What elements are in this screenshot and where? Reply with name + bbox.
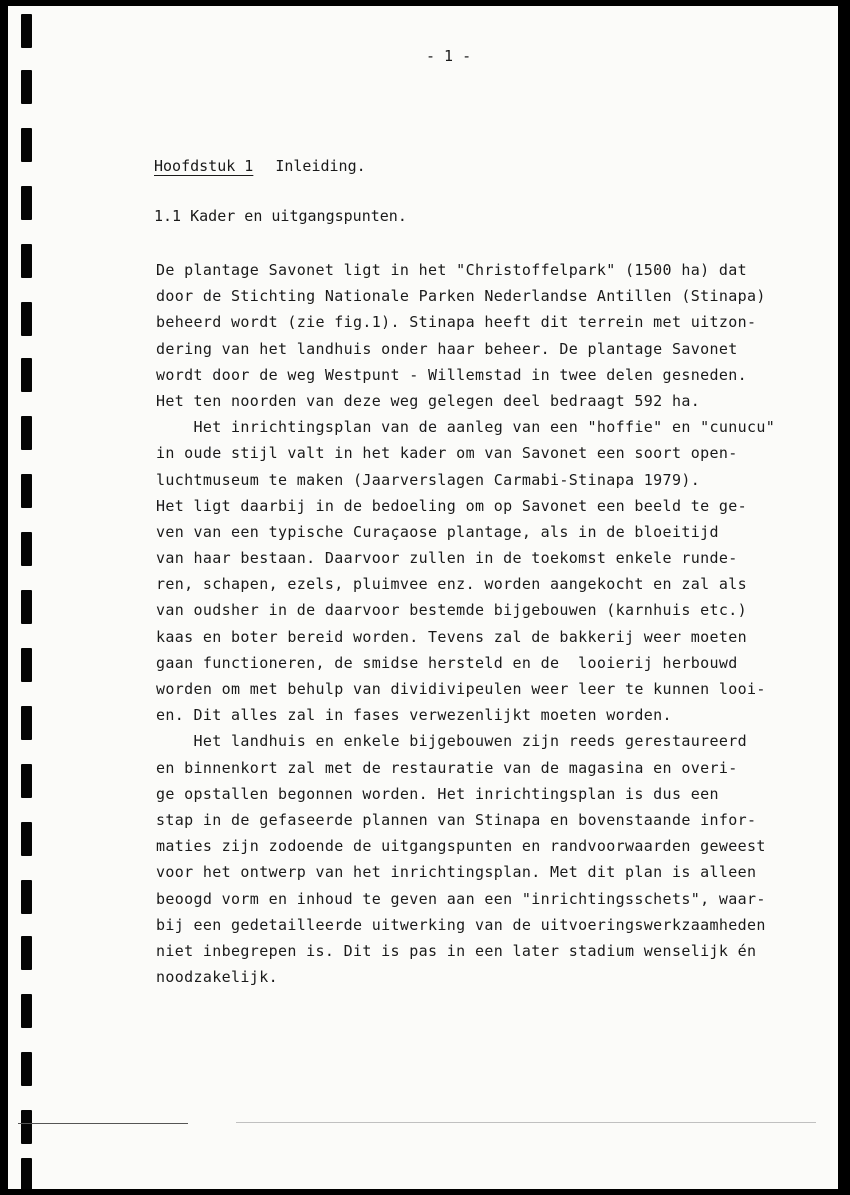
text-line: luchtmuseum te maken (Jaarverslagen Carmabi-Stinapa 1979). xyxy=(156,470,701,489)
chapter-heading xyxy=(154,157,366,175)
binding-hole xyxy=(21,14,32,48)
chapter-title: Inleiding. xyxy=(275,157,366,175)
text-line: bij een gedetailleerde uitwerking van de uitvoeringswerkzaamheden xyxy=(156,915,766,934)
bottom-rule-right xyxy=(236,1122,816,1123)
binding-hole xyxy=(21,244,32,278)
binding-hole xyxy=(21,648,32,682)
text-line: ge opstallen begonnen worden. Het inrichtingsplan is dus een xyxy=(156,784,719,803)
binding-hole xyxy=(21,302,32,336)
binding-hole xyxy=(21,590,32,624)
binding-hole xyxy=(21,764,32,798)
binding-hole xyxy=(21,358,32,392)
text-line: niet inbegrepen is. Dit is pas in een later stadium wenselijk én xyxy=(156,941,757,960)
text-line: stap in de gefaseerde plannen van Stinapa en bovenstaande infor- xyxy=(156,810,757,829)
text-line: in oude stijl valt in het kader om van Savonet een soort open- xyxy=(156,444,738,463)
body-text xyxy=(156,257,836,990)
text-line: voor het ontwerp van het inrichtingsplan. Met dit plan is alleen xyxy=(156,863,757,882)
binding-hole xyxy=(21,936,32,970)
text-line: noodzakelijk. xyxy=(156,968,278,987)
chapter-label: Hoofdstuk 1 xyxy=(154,157,254,175)
text-line: door de Stichting Nationale Parken Nederlandse Antillen (Stinapa) xyxy=(156,287,766,306)
text-line: worden om met behulp van dividivipeulen weer leer te kunnen looi- xyxy=(156,680,766,698)
text-line: en. Dit alles zal in fases verwezenlijkt moeten worden. xyxy=(156,706,672,725)
binding-hole xyxy=(21,1110,32,1144)
binding-hole xyxy=(21,70,32,104)
binding-hole xyxy=(21,128,32,162)
text-line: beheerd wordt (zie fig.1). Stinapa heeft dit terrein met uitzon- xyxy=(156,313,757,332)
binding-hole xyxy=(21,1052,32,1086)
binding-hole xyxy=(21,186,32,220)
binding-hole xyxy=(21,416,32,450)
text-line: beoogd vorm en inhoud te geven aan een "inrichtingsschets", waar- xyxy=(156,889,766,908)
bottom-rule-left xyxy=(18,1123,188,1124)
text-line: De plantage Savonet ligt in het "Christoffelpark" (1500 ha) dat xyxy=(156,261,747,279)
text-line: Het landhuis en enkele bijgebouwen zijn reeds gerestaureerd xyxy=(156,732,747,751)
text-line: Het inrichtingsplan van de aanleg van een "hoffie" en "cunucu" xyxy=(156,418,776,437)
text-line: van oudsher in de daarvoor bestemde bijgebouwen (karnhuis etc.) xyxy=(156,601,747,620)
page-number: - 1 - xyxy=(426,47,472,65)
text-line: kaas en boter bereid worden. Tevens zal de bakkerij weer moeten xyxy=(156,627,747,646)
binding-hole xyxy=(21,880,32,914)
text-line: Het ten noorden van deze weg gelegen deel bedraagt 592 ha. xyxy=(156,391,701,410)
text-line: ren, schapen, ezels, pluimvee enz. worden aangekocht en zal als xyxy=(156,575,747,594)
text-line: ven van een typische Curaçaose plantage, als in de bloeitijd xyxy=(156,522,719,541)
text-line: maties zijn zodoende de uitgangspunten en randvoorwaarden geweest xyxy=(156,837,766,856)
text-line: dering van het landhuis onder haar beheer. De plantage Savonet xyxy=(156,339,738,358)
section-title: 1.1 Kader en uitgangspunten. xyxy=(154,207,407,225)
text-line: wordt door de weg Westpunt - Willemstad in twee delen gesneden. xyxy=(156,365,747,384)
text-line: en binnenkort zal met de restauratie van de magasina en overi- xyxy=(156,758,738,777)
text-line: Het ligt daarbij in de bedoeling om op Savonet een beeld te ge- xyxy=(156,496,747,515)
binding-hole xyxy=(21,822,32,856)
binding-hole xyxy=(21,474,32,508)
text-line: gaan functioneren, de smidse hersteld en de looierij herbouwd xyxy=(156,653,738,672)
binding-hole xyxy=(21,1158,32,1189)
text-line: van haar bestaan. Daarvoor zullen in de toekomst enkele runde- xyxy=(156,549,738,568)
document-page xyxy=(8,6,838,1189)
binding-hole xyxy=(21,532,32,566)
binding-hole xyxy=(21,994,32,1028)
binding-hole xyxy=(21,706,32,740)
